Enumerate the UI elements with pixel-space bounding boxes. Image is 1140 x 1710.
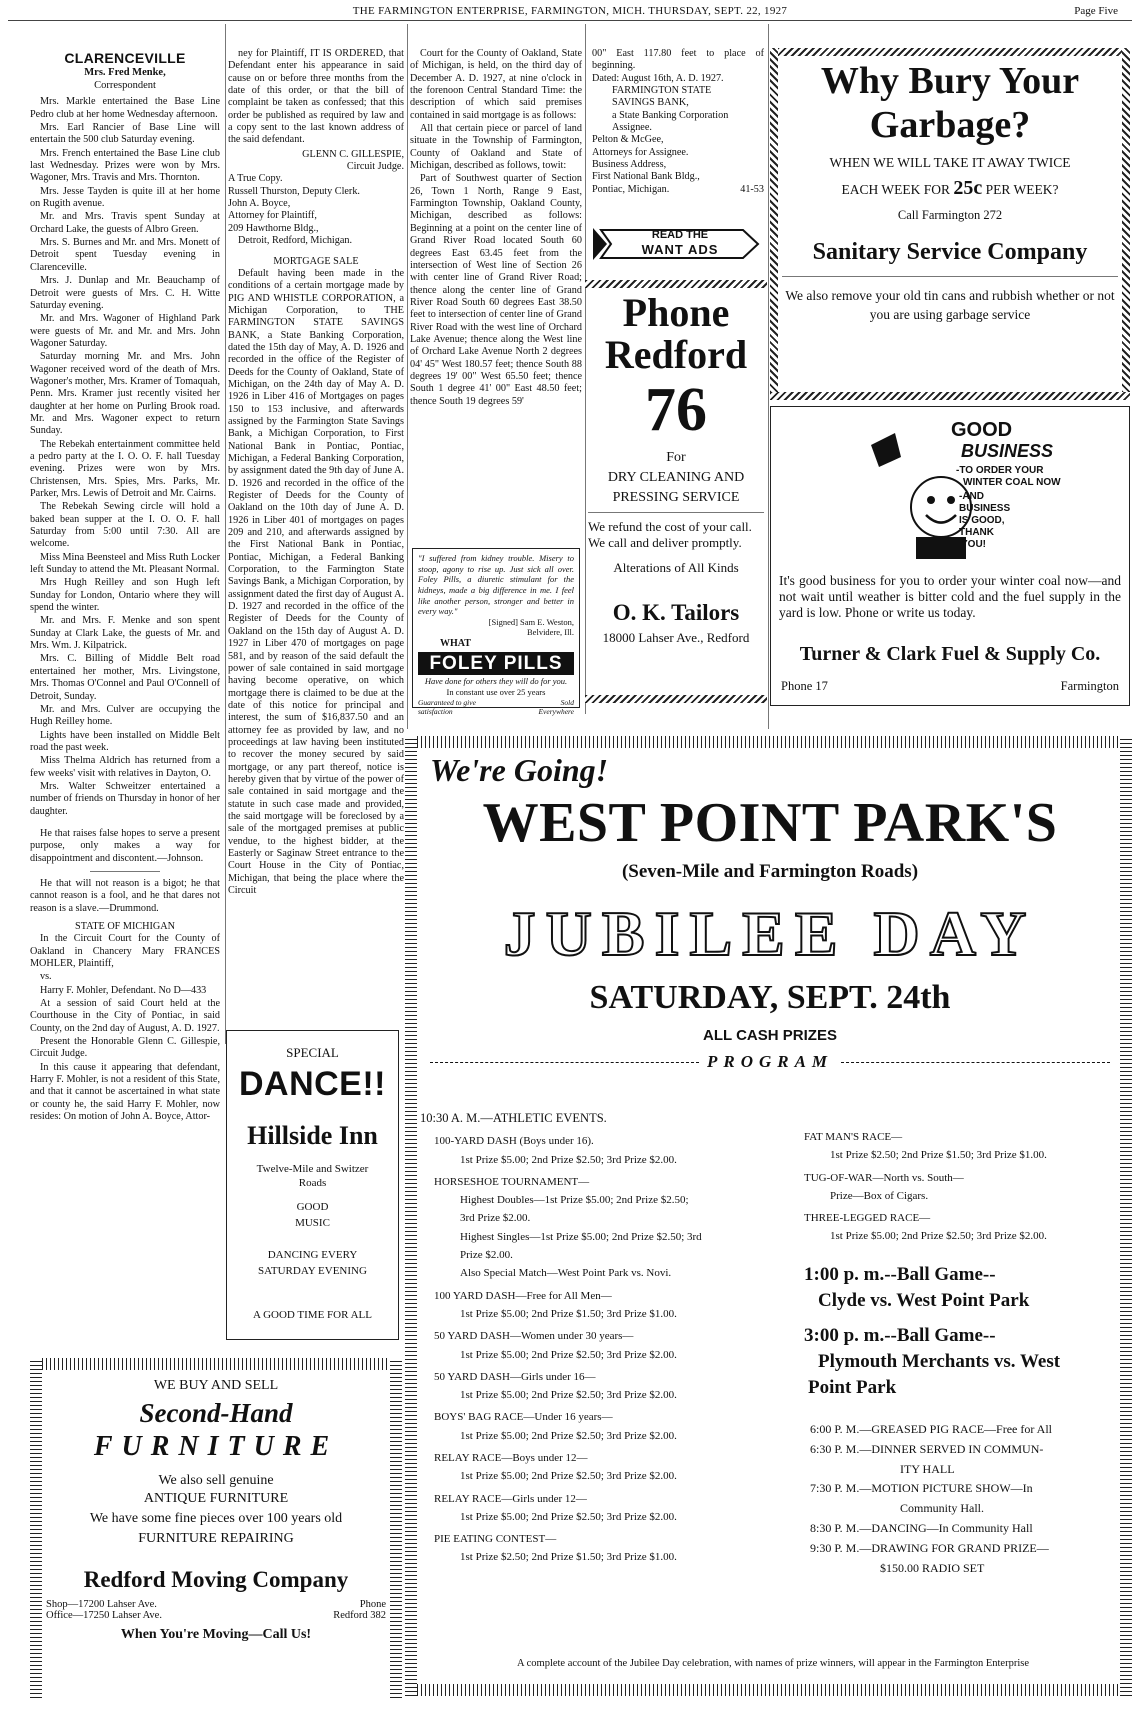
program-event: RELAY RACE—Boys under 12— (434, 1452, 588, 1464)
jubilee-roads: (Seven-Mile and Farmington Roads) (621, 861, 919, 882)
coal-text: It's good business for you to order your winter coal now—and not wait until weather is bitter cold and the fuel supply in the yard is low. Phone or write us today. (779, 573, 1121, 621)
tailors-phone: Phone (622, 290, 730, 335)
foley-guarantee: Guaranteed to give satisfaction (418, 697, 476, 716)
program-heading: 10:30 A. M.—ATHLETIC EVENTS. (420, 1111, 607, 1125)
furniture-border-top (30, 1358, 402, 1370)
program-prize: Highest Doubles—1st Prize $5.00; 2nd Prize $2.50; (460, 1194, 689, 1207)
column-rule-1 (225, 24, 226, 1044)
legal-cont: 00" East 117.80 feet to place of beginning. (592, 48, 764, 72)
paragraph: Court for the County of Oakland, State of Michigan, is held, on the third day of December A. D. 1927, at nine o'clock in the forenoon Central Standard Time: the description of which said premises contained in said mortgage is as follows: (410, 48, 582, 121)
program-event: FAT MAN'S RACE— (804, 1131, 903, 1143)
paragraph: Mrs Hugh Reilley and son Hugh left Sunday for London, Ontario where they will spend the winter. (30, 577, 220, 614)
paragraph: All that certain piece or parcel of land situate in the Township of Farmington, County of Oakland and State of Michigan, described as follows, towit: (410, 123, 582, 172)
dance-special: SPECIAL (286, 1045, 339, 1060)
jubilee-footer: A complete account of the Jubilee Day celebration, with names of prize winners, will appear in the Farmington Enterprise (516, 1658, 1029, 1669)
program-prize: 1st Prize $5.00; 2nd Prize $1.50; 3rd Prize $1.00. (460, 1307, 677, 1320)
tailors-number: 76 (645, 376, 707, 444)
column-legal-4 (592, 48, 764, 218)
attorney-role: Attorney for Plaintiff, (228, 210, 317, 222)
jubilee-park: WEST POINT PARK'S (482, 792, 1058, 854)
quote-drummond: He that will not reason is a bigot; he that cannot reason is a fool, and he that dares not reason is a slave.—Drummond. (30, 877, 220, 914)
tailors-service-1: DRY CLEANING AND (607, 470, 745, 486)
paragraph: vs. (40, 971, 52, 983)
furniture-antique: ANTIQUE FURNITURE (143, 1491, 289, 1506)
program-right-events (790, 1122, 1110, 1244)
byline-role: Correspondent (94, 79, 156, 91)
program-prize: 1st Prize $5.00; 2nd Prize $2.50; 3rd Prize $2.00. (460, 1470, 677, 1483)
program-rule-right (841, 1062, 1110, 1063)
column-clarenceville (30, 48, 220, 1123)
dance-roads-1: Twelve-Mile and Switzer (256, 1163, 369, 1175)
program-ball-games (804, 1262, 1114, 1400)
dance-good: GOOD (296, 1201, 329, 1213)
tailors-address: 18000 Lahser Ave., Redford (602, 630, 750, 646)
ball-game-1: 1:00 p. m.--Ball Game-- (804, 1264, 996, 1285)
program-event: RELAY RACE—Girls under 12— (434, 1492, 587, 1505)
program-prize: 1st Prize $5.00; 2nd Prize $2.50; 3rd Prize $2.00. (460, 1510, 677, 1523)
column-rule-2 (407, 24, 408, 729)
attorney-bldg: 209 Hawthorne Bldg., (228, 222, 319, 234)
ball-game-1-teams: Clyde vs. West Point Park (818, 1289, 1030, 1311)
jubilee-border-top (405, 736, 1132, 748)
bank-name-2: SAVINGS BANK, (612, 97, 689, 109)
coal-badge-1: GOOD (951, 419, 1013, 441)
legal-notice (30, 933, 220, 1123)
want-ads-line1: READ THE (651, 229, 709, 241)
tailors-border-top (585, 280, 767, 288)
bank-name-3: a State Banking Corporation (612, 109, 729, 121)
coal-company: Turner & Clark Fuel & Supply Co. (799, 643, 1101, 665)
garbage-border-right (1122, 48, 1130, 400)
dance-every-1: DANCING EVERY (267, 1249, 358, 1261)
program-event: 100-YARD DASH (Boys under 16). (434, 1135, 594, 1148)
news-items (30, 96, 220, 818)
tailors-for: For (666, 450, 686, 466)
garbage-offer-2b: PER WEEK? (985, 182, 1059, 198)
paragraph: Mrs. Markle entertained the Base Line Pedro club at her home Wednesday afternoon. (30, 96, 220, 120)
garbage-border-bottom (770, 392, 1130, 400)
jubilee-border-right (1120, 736, 1132, 1696)
firm-bldg: First National Bank Bldg., (592, 171, 700, 183)
program-evening (810, 1420, 1110, 1578)
bank-name-4: Assignee. (612, 122, 652, 134)
garbage-headline-2: Garbage? (869, 103, 1031, 146)
dated: Dated: August 16th, A. D. 1927. (592, 72, 724, 84)
dance-time: A GOOD TIME FOR ALL (253, 1309, 372, 1321)
dance-music: MUSIC (295, 1217, 330, 1229)
paragraph: The Rebekah entertainment committee held a pedro party at the I. O. O. F. hall Tuesday evening. Prizes were won by Mrs. Christensen, Mrs. Spies, Mrs. Parks, Mr. Parker, Mrs. Lewis of Detroit and Mr. Cairns. (30, 438, 220, 499)
program-prize: Prize—Box of Cigars. (830, 1189, 929, 1202)
paragraph: Mr. and Mrs. Travis spent Sunday at Orchard Lake, the guests of Albro Green. (30, 211, 220, 235)
evening-item: 7:30 P. M.—MOTION PICTURE SHOW—In (810, 1481, 1033, 1496)
dance-title: DANCE!! (238, 1065, 387, 1103)
garbage-also: We also remove your old tin cans and rubbish whether or not you are using garbage service (785, 288, 1115, 322)
foley-tagline: Have done for others they will do for you. (424, 676, 568, 687)
garbage-ad (782, 60, 1118, 390)
coal-town: Farmington (1060, 679, 1119, 693)
masthead-line: THE FARMINGTON ENTERPRISE, FARMINGTON, MICH. THURSDAY, SEPT. 22, 1927 (352, 5, 788, 17)
program-event: 50 YARD DASH—Girls under 16— (434, 1370, 596, 1383)
jubilee-going: We're Going! (430, 752, 609, 788)
jubilee-title: JUBILEE DAY (503, 898, 1037, 969)
paragraph: Mr. and Mrs. F. Menke and son spent Sunday at Clark Lake, the guests of Mr. and Mrs. Wm. J. Kilpatrick. (30, 615, 220, 652)
dance-ad (226, 1030, 399, 1340)
paragraph: Miss Thelma Aldrich has returned from a few weeks' visit with relatives in Dayton, O. (30, 755, 220, 779)
furniture-moving: When You're Moving—Call Us! (120, 1627, 312, 1642)
attorney-name: John A. Boyce, (228, 198, 291, 210)
paragraph: Mr. and Mrs. Wagoner of Highland Park were guests of Mr. and Mr. and Mrs. John Wagoner Saturday. (30, 313, 220, 349)
firm-city: Pontiac, Michigan. (592, 183, 670, 195)
foley-what: WHAT (440, 638, 471, 649)
judge-signature: GLENN C. GILLESPIE, (302, 148, 404, 160)
furniture-company: Redford Moving Company (83, 1567, 349, 1592)
program-event: 50 YARD DASH—Women under 30 years— (434, 1330, 634, 1343)
garbage-offer-2 (782, 177, 1118, 200)
paragraph: At a session of said Court held at the Courthouse in the City of Pontiac, in said County, on the 2nd day of August, A. D. 1927. (30, 998, 220, 1034)
paragraph: Present the Honorable Glenn C. Gillespie, Circuit Judge. (30, 1036, 220, 1060)
dance-every-2: SATURDAY EVENING (258, 1265, 367, 1277)
paragraph: Mrs. Walter Schweitzer entertained a number of friends on Thursday in honor of her daughter. (30, 780, 220, 817)
tailors-redford: Redford (604, 332, 748, 377)
program-event: BOYS' BAG RACE—Under 16 years— (434, 1411, 613, 1424)
program-prize: 1st Prize $5.00; 2nd Prize $2.50; 3rd Prize $2.00. (460, 1429, 677, 1442)
furniture-border-right (390, 1358, 402, 1698)
firm-address-label: Business Address, (592, 159, 667, 171)
want-ads-banner (593, 226, 763, 262)
program-prize: Also Special Match—West Point Park vs. Novi. (460, 1267, 672, 1280)
header-rule (8, 20, 1132, 21)
column-legal-2 (228, 48, 404, 897)
furniture-office: Office—17250 Lahser Ave. (46, 1610, 162, 1621)
paragraph: Harry F. Mohler, Defendant. No D—433 (40, 984, 207, 996)
coal-b3: -AND (959, 491, 984, 502)
garbage-border-top (770, 48, 1130, 56)
ball-game-2-teams: Plymouth Merchants vs. West (818, 1350, 1061, 1372)
program-prize: Highest Singles—1st Prize $5.00; 2nd Prize $2.50; 3rd (460, 1230, 702, 1243)
furniture-phone: Redford 382 (333, 1610, 386, 1621)
furniture-second-hand: Second-Hand (139, 1398, 293, 1428)
furniture-buy: WE BUY AND SELL (153, 1378, 279, 1393)
true-copy: A True Copy. (228, 173, 283, 185)
paragraph: Mr. and Mrs. Culver are occupying the Hugh Reilley home. (30, 703, 220, 728)
firm-name: Pelton & McGee, (592, 134, 664, 146)
divider (90, 871, 160, 872)
program-prize: 1st Prize $5.00; 2nd Prize $2.50; 3rd Prize $2.00. (460, 1348, 677, 1361)
tailors-alterations: Alterations of All Kinds (613, 560, 739, 576)
jubilee-border-left (405, 736, 417, 1696)
program-prize: 3rd Prize $2.00. (460, 1212, 531, 1225)
firm-city-row (592, 184, 764, 196)
program-prize: 1st Prize $5.00; 2nd Prize $2.50; 3rd Prize $2.00. (460, 1153, 677, 1166)
coal-b5: IS GOOD, (959, 515, 1005, 526)
program-prize: Prize $2.00. (460, 1249, 513, 1262)
program-event: HORSESHOE TOURNAMENT— (434, 1175, 590, 1188)
page-number: Page Five (1074, 5, 1118, 17)
garbage-offer-2a: EACH WEEK FOR (841, 182, 950, 198)
jubilee-program: PROGRAM (706, 1052, 834, 1071)
program-left-column (420, 1110, 760, 1565)
foley-footer (418, 698, 574, 717)
paragraph: Mrs. S. Burnes and Mr. and Mrs. Monett of Detroit spent Tuesday evening in Clarenceville. (30, 237, 220, 273)
program-event: TUG-OF-WAR—North vs. South— (804, 1171, 964, 1184)
section-heading-clarenceville: CLARENCEVILLE (64, 50, 186, 66)
coal-b6: THANK (959, 527, 994, 538)
foley-signed: [Signed] Sam E. Weston, (488, 616, 574, 627)
paragraph: The Rebekah Sewing circle will hold a baked bean supper at the I. O. O. F. hall Saturday from 5:00 until 7:30. All are welcome. (30, 501, 220, 550)
jubilee-program-heading (430, 1052, 1110, 1072)
coal-phone: Phone 17 (781, 679, 828, 693)
program-prize: 1st Prize $2.50; 2nd Prize $1.50; 3rd Prize $1.00. (460, 1551, 677, 1564)
coal-b1: -TO ORDER YOUR (956, 465, 1044, 476)
program-prize: 1st Prize $5.00; 2nd Prize $2.50; 3rd Prize $2.00. (830, 1230, 1047, 1243)
garbage-headline-1: Why Bury Your (820, 60, 1080, 102)
notice-ref: 41-53 (740, 183, 764, 195)
mortgage-description (410, 48, 582, 408)
garbage-call: Call Farmington 272 (897, 208, 1003, 223)
tailors-name: O. K. Tailors (612, 600, 740, 626)
foley-brand: FOLEY PILLS (418, 652, 574, 676)
dance-venue: Hillside Inn (247, 1121, 378, 1150)
program-event: 100 YARD DASH—Free for All Men— (434, 1289, 612, 1302)
furniture-old: We have some fine pieces over 100 years old (89, 1511, 343, 1526)
garbage-border-left (770, 48, 778, 400)
garbage-offer-1: WHEN WE WILL TAKE IT AWAY TWICE (829, 155, 1071, 171)
furniture-shop: Shop—17200 Lahser Ave. (46, 1599, 157, 1610)
tailors-service-2: PRESSING SERVICE (612, 490, 740, 506)
tailors-border-bottom (585, 695, 767, 703)
byline: Mrs. Fred Menke, (84, 66, 166, 78)
coal-b4: BUSINESS (959, 503, 1011, 514)
foley-testimonial: "I suffered from kidney trouble. Misery to stoop, agony to rise up. Just sick all over. Foley Pills, a diuretic stimulant for the kidneys, made a big difference in me. I feel like another person, stronger and better in every way." (418, 553, 574, 617)
furniture-also: We also sell genuine (158, 1473, 274, 1488)
firm-role: Attorneys for Assignee. (592, 146, 689, 158)
attorney-city: Detroit, Redford, Michigan. (238, 235, 353, 247)
coal-b7: YOU! (961, 539, 986, 550)
mortgage-heading: MORTGAGE SALE (273, 255, 359, 267)
coal-b2: WINTER COAL NOW (963, 477, 1061, 488)
paragraph: Mrs. Jesse Tayden is quite ill at her home on Rugith avenue. (30, 185, 220, 210)
furniture-word: FURNITURE (93, 1431, 339, 1462)
evening-item: $150.00 RADIO SET (880, 1560, 985, 1575)
program-prize: 1st Prize $5.00; 2nd Prize $2.50; 3rd Prize $2.00. (460, 1389, 677, 1402)
page-header (0, 0, 1140, 22)
legal-heading: STATE OF MICHIGAN (75, 921, 175, 932)
evening-item: ITY HALL (900, 1461, 955, 1476)
tailors-refund: We refund the cost of your call. We call and deliver promptly. (588, 519, 752, 550)
furniture-contact (46, 1599, 386, 1621)
furniture-border-left (30, 1358, 42, 1698)
quote-johnson: He that raises false hopes to serve a present purpose, only makes a way for disappointment and discontent.—Johnson. (30, 827, 220, 864)
want-ads-line2: WANT ADS (641, 242, 719, 257)
column-rule-4 (768, 24, 769, 729)
jubilee-border-bottom (405, 1684, 1132, 1696)
paragraph: ney for Plaintiff, IT IS ORDERED, that Defendant enter his appearance in said cause on or before three months from the date of this order, or that the bill of complaint be taken as confessed; that this order be published as required by law and a copy sent to the last known address of the said defendant. (228, 48, 404, 146)
foley-pills-ad (412, 548, 580, 716)
garbage-divider (782, 276, 1118, 277)
program-prize: 1st Prize $2.50; 2nd Prize $1.50; 3rd Prize $1.00. (830, 1149, 1047, 1162)
program-rule-left (430, 1062, 699, 1063)
paragraph: Lights have been installed on Middle Belt road the past week. (30, 729, 220, 753)
jubilee-prizes: ALL CASH PRIZES (703, 1027, 837, 1044)
evening-item: Community Hall. (900, 1501, 984, 1516)
foley-place: Belvidere, Ill. (527, 627, 574, 638)
judge-title: Circuit Judge. (346, 161, 404, 173)
bank-name-1: FARMINGTON STATE (612, 85, 712, 97)
jubilee-date: SATURDAY, SEPT. 24th (589, 979, 951, 1016)
column-rule-3 (585, 24, 586, 714)
ball-game-2: 3:00 p. m.--Ball Game-- (804, 1325, 996, 1347)
evening-item: 8:30 P. M.—DANCING—In Community Hall (810, 1520, 1033, 1535)
dance-roads-2: Roads (298, 1177, 327, 1189)
paragraph: Mrs. Earl Rancier of Base Line will entertain the 500 club Saturday evening. (30, 122, 220, 146)
tailors-divider (588, 512, 764, 513)
jubilee-ad (430, 752, 1110, 1072)
foley-use: In constant use over 25 years (446, 686, 546, 697)
paragraph: Mrs. C. Billing of Middle Belt road entertained her mother, Mrs. Livingstone, Mrs. Thomas O'Connel and Paul O'Connell of Detroit, Sunday. (30, 653, 220, 702)
paragraph: Saturday morning Mr. and Mrs. John Wagoner received word of the death of Mrs. Wagoner's mother, Mrs. Kramer of Tomaquah, Penn. Mrs. Kramer just recently visited her daughter at her home on Purling Brook road. Mr. and Mrs. Wagoner expect to return Sunday. (30, 351, 220, 437)
paragraph: Part of Southwest quarter of Section 26, Town 1 North, Range 9 East, Farmington Township, Oakland County, Michigan, described as follows: Beginning at a point on the center line of Grand River Road located South 60 degrees East 63.45 feet from the intersection of West line of Section 26 with center line of Grand River Road; thence along the center line of Grand River Road South 60 degrees East 38.50 feet to intersection of center line of Grand River Road with the west line of Orchard Lake Avenue; thence along the West line of Orchard Lake Avenue North 2 degrees 04' 45" West 180.57 feet; thence South 88 degrees 19' 00" West 65.50 feet; thence South 1 degree 41' 00" East 48.50 feet; thence South 19 degrees 59' (410, 173, 582, 407)
paragraph: Miss Mina Beensteel and Miss Ruth Locker left Sunday to attend the Mt. Pleasant Normal. (30, 551, 220, 576)
deputy-clerk: Russell Thurston, Deputy Clerk. (228, 185, 360, 197)
court-order (228, 48, 404, 147)
coal-ad (770, 406, 1130, 706)
furniture-ad (46, 1378, 386, 1698)
program-event: PIE EATING CONTEST— (434, 1533, 557, 1546)
coal-badge-2: BUSINESS (961, 441, 1054, 461)
evening-item: 9:30 P. M.—DRAWING FOR GRAND PRIZE— (810, 1540, 1049, 1555)
garbage-company: Sanitary Service Company (812, 239, 1088, 266)
mortgage-text: Default having been made in the conditions of a certain mortgage made by PIG AND WHISTLE CORPORATION, a Michigan Corporation, to THE FARMINGTON STATE SAVINGS BANK, a State Banking Corporation, dated the 15th day of May, A. D. 1926 and recorded in the office of the Register of Deeds for the County of Oakland, State of Michigan, on the 24th day of May A. D. 1926 in Liber 416 of Mortgages on pages 150 to 153 inclusive, and afterwards assigned by the Farmington State Savings Bank, a Michigan Corporation, to First National Bank in Pontiac, Pontiac, Michigan, a Federal Banking Corporation, by assignment dated the 9th day of June A. D. 1926 and recorded in the office of the Register of Deeds for the County of Oakland on the 10th day of June A. D. 1926 in Liber 401 of mortgages on pages 209 and 210, and afterwards assigned by the First National Bank in Pontiac, Pontiac, Michigan, a Federal Banking Corporation, to the Farmington State Savings Bank, a Michigan Corporation, by assignment dated the first day of August A. D. 1927 and recorded in the office of the Register of Deeds for the County of Oakland on the 15th day of August A. D. 1927 in Liber 470 of mortgages on page 581, and by reason of the said default the power of sale contained in said mortgage having become operative, on which mortgage there is claimed to be due at the date of this notice for principal and interest, the sum of $16,837.50 and an attorney fee as provided by law, and no proceedings at law having been instituted to recover the money secured by said mortgage, or any part thereof, notice is hereby given that by virtue of the power of sale contained in said mortgage and the statute in such case made and provided, the said mortgage will be foreclosed by a sale of the mortgaged premises at public vendue, to the highest bidder, at the Easterly or Saginaw Street entrance to the Court House in the City of Pontiac, Michigan, that being the place where the Circuit (228, 267, 404, 897)
furniture-phone-label: Phone (359, 1599, 386, 1610)
ball-game-2-teams-cont: Point Park (808, 1376, 897, 1398)
foley-sold: Sold Everywhere (538, 697, 574, 716)
garbage-price: 25c (953, 177, 983, 200)
evening-item: 6:30 P. M.—DINNER SERVED IN COMMUN- (810, 1441, 1044, 1456)
paragraph: In the Circuit Court for the County of Oakland in Chancery Mary FRANCES MOHLER, Plaintiff, (30, 933, 220, 970)
paragraph: Mrs. J. Dunlap and Mr. Beauchamp of Detroit were guests of Mrs. C. H. Witte Saturday evening. (30, 275, 220, 311)
furniture-repair: FURNITURE REPAIRING (138, 1531, 294, 1546)
evening-item: 6:00 P. M.—GREASED PIG RACE—Free for All (810, 1422, 1053, 1436)
program-event: THREE-LEGGED RACE— (804, 1212, 931, 1225)
ok-tailors-ad (588, 292, 764, 692)
paragraph: Mrs. French entertained the Base Line club last Wednesday. Prizes were won by Mrs. Wagoner, Mrs. Travis and Mrs. Thornton. (30, 147, 220, 184)
paragraph: In this cause it appearing that defendant, Harry F. Mohler, is not a resident of this State, and that it cannot be ascertained in what state or county he, the said Harry F. Mohler, now resides: On motion of John A. Boyce, Attor- (30, 1061, 220, 1123)
